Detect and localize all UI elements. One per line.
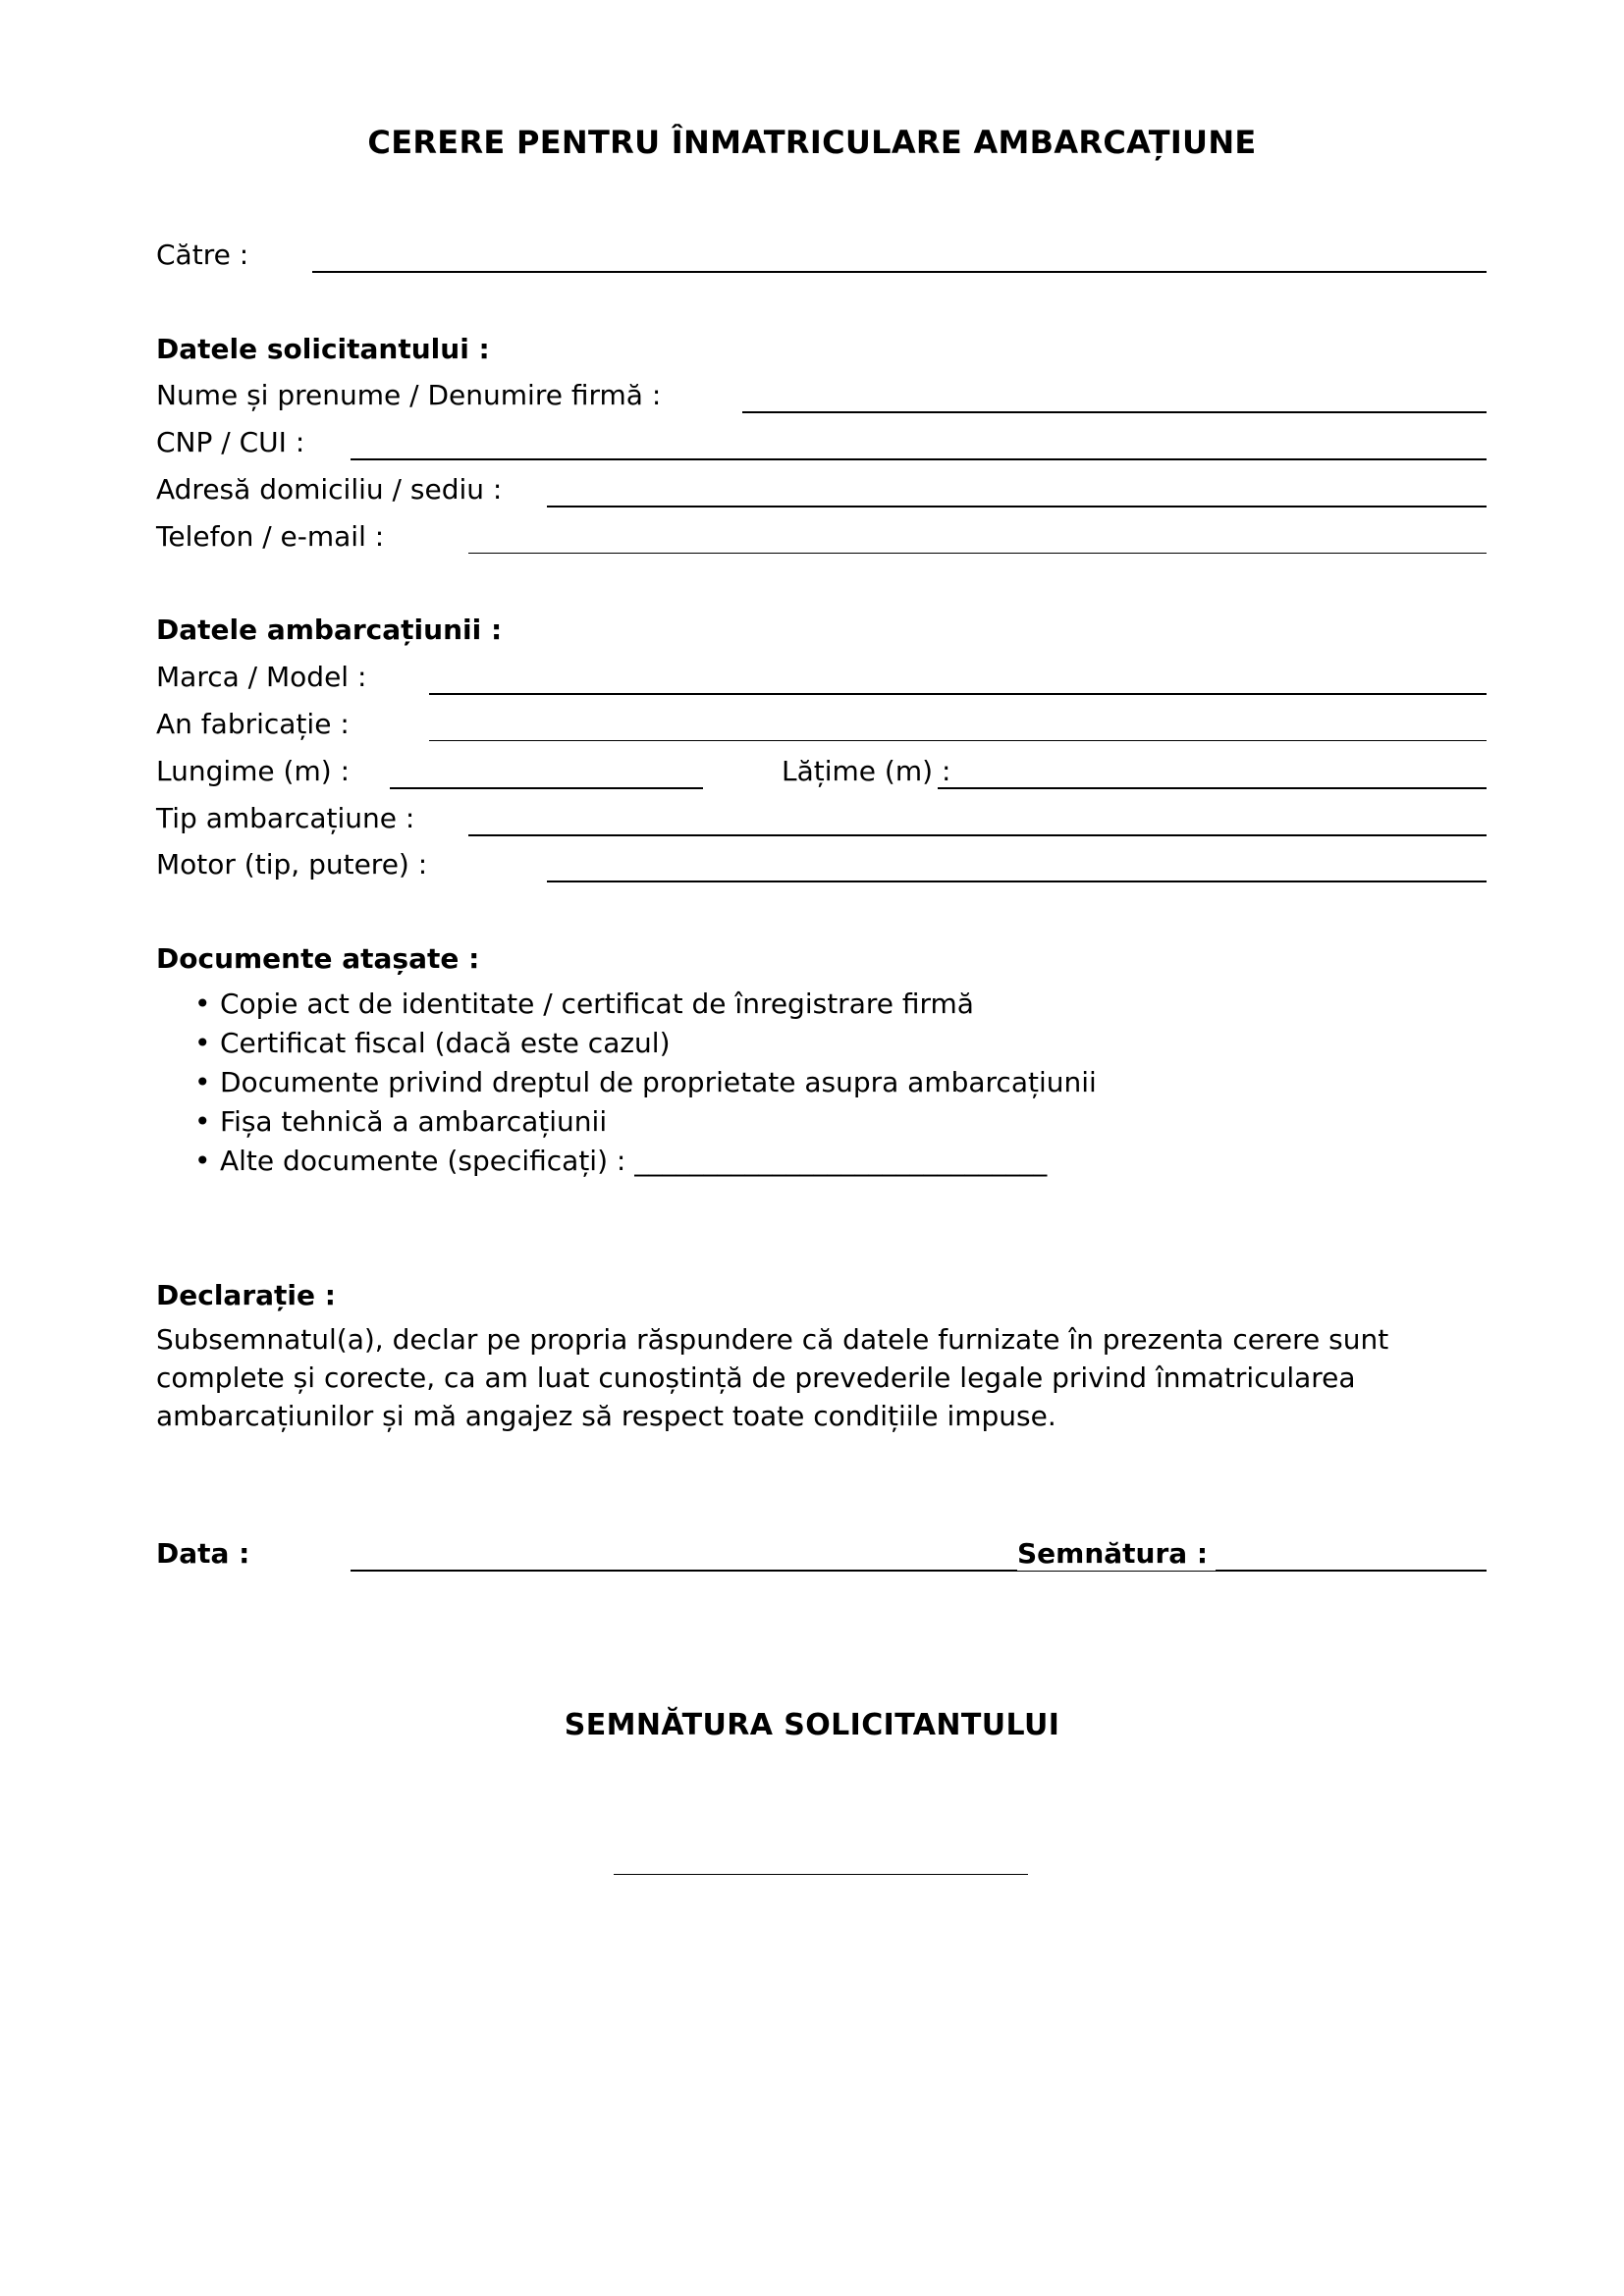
address-label: Adresă domiciliu / sediu :: [156, 473, 503, 506]
contact-field[interactable]: [468, 553, 1487, 554]
name-label: Nume și prenume / Denumire firmă :: [156, 379, 662, 411]
documents-heading: Documente atașate :: [156, 942, 480, 975]
list-item: [194, 985, 1097, 1024]
document-item-label: Documente privind dreptul de proprietate asupra ambarcațiunii: [220, 1066, 1097, 1098]
bullet-icon: •: [194, 1066, 211, 1098]
bullet-icon: •: [194, 1145, 211, 1177]
bullet-icon: •: [194, 1105, 211, 1138]
document-item-label: Alte documente (specificați) : ______________________________: [220, 1145, 1048, 1177]
make-field[interactable]: [429, 693, 1487, 695]
document-item-label: Fișa tehnică a ambarcațiunii: [220, 1105, 608, 1138]
bullet-icon: •: [194, 988, 211, 1020]
width-field[interactable]: [938, 787, 1487, 789]
cnp-field[interactable]: [351, 458, 1487, 460]
width-label: Lățime (m) :: [782, 755, 951, 787]
declaration-heading: Declarație :: [156, 1279, 336, 1311]
list-item: [194, 1142, 1097, 1181]
boat-heading: Datele ambarcațiunii :: [156, 614, 503, 646]
date-signature-field[interactable]: [351, 1570, 1487, 1572]
documents-list: [194, 985, 1097, 1181]
catre-label: Către :: [156, 239, 249, 271]
applicant-heading: Datele solicitantului :: [156, 333, 490, 365]
year-label: An fabricație :: [156, 708, 350, 740]
engine-field[interactable]: [547, 881, 1487, 882]
document-item-label: Certificat fiscal (dacă este cazul): [220, 1027, 671, 1059]
declaration-text: [156, 1320, 1511, 1435]
name-field[interactable]: [742, 411, 1487, 413]
type-label: Tip ambarcațiune :: [156, 802, 415, 834]
address-field[interactable]: [547, 506, 1487, 507]
declaration-line: ambarcațiunilor și mă angajez să respect toate condițiile impuse.: [156, 1400, 1056, 1432]
document-item-label: Copie act de identitate / certificat de înregistrare firmă: [220, 988, 974, 1020]
contact-label: Telefon / e-mail :: [156, 520, 385, 553]
declaration-line: complete și corecte, ca am luat cunoștință de prevederile legale privind înmatricularea: [156, 1362, 1356, 1394]
type-field[interactable]: [468, 834, 1487, 836]
bullet-icon: •: [194, 1027, 211, 1059]
length-field[interactable]: [390, 787, 703, 789]
date-label: Data :: [156, 1537, 250, 1570]
signature-label: Semnătura :: [1017, 1537, 1216, 1571]
list-item: [194, 1024, 1097, 1063]
applicant-signature-field[interactable]: [614, 1874, 1028, 1875]
list-item: [194, 1102, 1097, 1142]
year-field[interactable]: [429, 740, 1487, 741]
document-title: CERERE PENTRU ÎNMATRICULARE AMBARCAȚIUNE: [367, 124, 1257, 161]
applicant-signature-heading: SEMNĂTURA SOLICITANTULUI: [564, 1708, 1060, 1742]
catre-field[interactable]: [312, 271, 1487, 273]
cnp-label: CNP / CUI :: [156, 426, 305, 458]
declaration-line: Subsemnatul(a), declar pe propria răspundere că datele furnizate în prezenta cerere sunt: [156, 1323, 1389, 1356]
list-item: [194, 1063, 1097, 1102]
length-label: Lungime (m) :: [156, 755, 351, 787]
engine-label: Motor (tip, putere) :: [156, 848, 428, 881]
make-label: Marca / Model :: [156, 661, 367, 693]
